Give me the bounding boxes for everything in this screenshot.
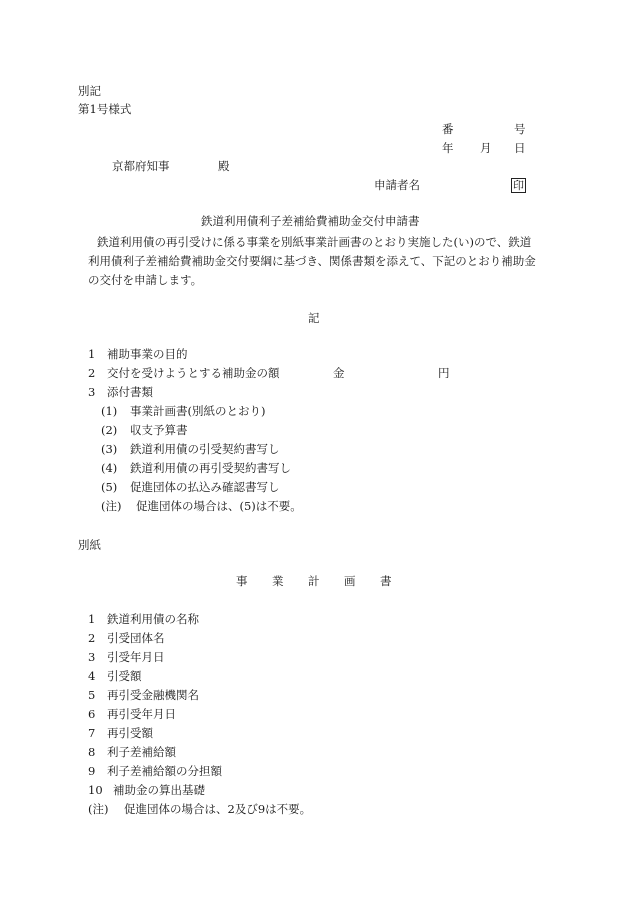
seal-box <box>511 178 526 193</box>
annex-item-number: 1 <box>88 612 96 626</box>
annex-title-char: 計 <box>308 574 320 588</box>
month-label: 月 <box>480 141 492 155</box>
annex-item-text: 引受年月日 <box>107 650 165 664</box>
applicant-label: 申請者名 <box>374 178 420 192</box>
attachment-number: (5) <box>101 480 118 494</box>
attachment-text: 促進団体の払込み確認書写し <box>130 480 280 494</box>
annex-item-text: 再引受年月日 <box>107 707 176 721</box>
addressee: 京都府知事 <box>112 159 170 173</box>
item-text: 交付を受けようとする補助金の額 <box>107 366 280 380</box>
attachment-text: 収支予算書 <box>130 423 188 437</box>
item-text: 補助事業の目的 <box>107 347 188 361</box>
annex-title-char: 事 <box>236 574 248 588</box>
attachment-number: (4) <box>101 461 118 475</box>
annex-item-number: 7 <box>88 726 96 740</box>
annex-item-number: 5 <box>88 688 96 702</box>
attachment-number: (3) <box>101 442 118 456</box>
annex-item-number: 9 <box>88 764 96 778</box>
annex-item-number: 3 <box>88 650 96 664</box>
document-title: 鉄道利用債利子差補給費補助金交付申請書 <box>201 214 420 228</box>
annex-note-label: (注) <box>88 802 109 816</box>
note-label: (注) <box>101 499 122 513</box>
number-label: 番 <box>442 122 454 136</box>
annex-item-text: 補助金の算出基礎 <box>113 783 205 797</box>
annex-title-char: 業 <box>272 574 284 588</box>
annex-item-text: 引受額 <box>107 669 142 683</box>
annex-item-text: 再引受金融機関名 <box>107 688 199 702</box>
attachment-text: 事業計画書(別紙のとおり) <box>130 404 266 418</box>
body-line-3: の交付を申請します。 <box>88 273 203 287</box>
annex-item-number: 8 <box>88 745 96 759</box>
annex-item-text: 鉄道利用債の名称 <box>107 612 199 626</box>
annex-item-text: 利子差補給額の分担額 <box>107 764 222 778</box>
annex-item-number: 6 <box>88 707 96 721</box>
year-label: 年 <box>442 141 454 155</box>
annex-item-number: 4 <box>88 669 96 683</box>
yen-label: 円 <box>438 366 450 380</box>
ki-heading: 記 <box>308 311 320 325</box>
form-number: 第1号様式 <box>78 102 132 116</box>
item-number: 2 <box>88 366 96 380</box>
note-text: 促進団体の場合は、(5)は不要。 <box>136 499 302 513</box>
attachment-text: 鉄道利用債の引受契約書写し <box>130 442 280 456</box>
body-line-1: 鉄道利用債の再引受けに係る事業を別紙事業計画書のとおり実施した(い)ので、鉄道 <box>97 235 532 249</box>
honorific: 殿 <box>218 159 230 173</box>
annex-note-text: 促進団体の場合は、2及び9は不要。 <box>124 802 312 816</box>
appendix-label: 別記 <box>78 84 101 98</box>
item-number: 3 <box>88 385 96 399</box>
annex-title-char: 画 <box>344 574 356 588</box>
number-suffix: 号 <box>514 122 526 136</box>
kin-label: 金 <box>333 366 345 380</box>
annex-title-char: 書 <box>380 574 392 588</box>
body-line-2: 利用債利子差補給費補助金交付要綱に基づき、関係書類を添えて、下記のとおり補助金 <box>88 254 536 268</box>
item-text: 添付書類 <box>107 385 153 399</box>
item-number: 1 <box>88 347 96 361</box>
seal-mark: 印 <box>513 179 524 192</box>
annex-item-number: 10 <box>88 783 103 797</box>
annex-item-text: 再引受額 <box>107 726 153 740</box>
annex-item-text: 利子差補給額 <box>107 745 176 759</box>
attachment-text: 鉄道利用債の再引受契約書写し <box>130 461 291 475</box>
attachment-number: (2) <box>101 423 118 437</box>
attachment-number: (1) <box>101 404 118 418</box>
day-label: 日 <box>514 141 526 155</box>
annex-item-text: 引受団体名 <box>107 631 165 645</box>
annex-label: 別紙 <box>78 538 101 552</box>
annex-item-number: 2 <box>88 631 96 645</box>
